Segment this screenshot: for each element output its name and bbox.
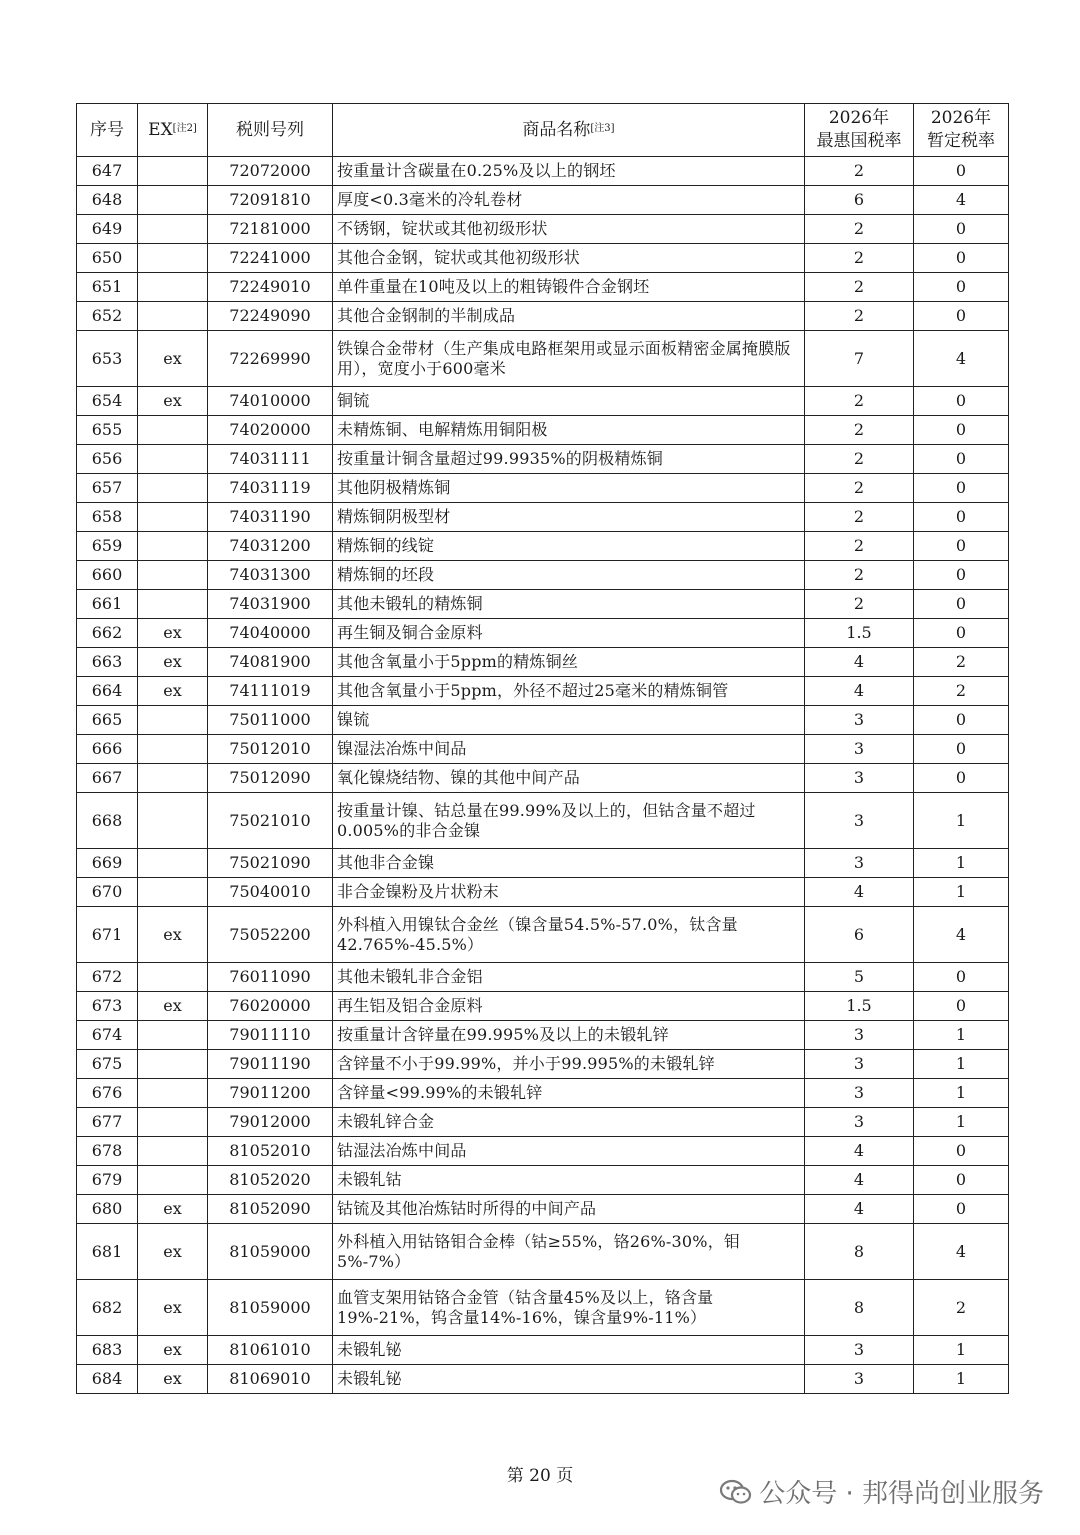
row-product-name: 按重量计含锌量在99.995%及以上的未锻轧锌 <box>333 1021 805 1050</box>
row-provisional-rate: 1 <box>914 793 1009 849</box>
row-product-name: 单件重量在10吨及以上的粗铸锻件合金钢坯 <box>333 273 805 302</box>
row-mfn-rate: 2 <box>805 244 914 273</box>
row-provisional-rate: 0 <box>914 1166 1009 1195</box>
row-product-name: 非合金镍粉及片状粉末 <box>333 878 805 907</box>
row-seq: 651 <box>77 273 138 302</box>
row-mfn-rate: 2 <box>805 302 914 331</box>
row-provisional-rate: 0 <box>914 963 1009 992</box>
row-seq: 654 <box>77 387 138 416</box>
row-provisional-rate: 0 <box>914 416 1009 445</box>
row-tariff-code: 76011090 <box>208 963 333 992</box>
row-mfn-rate: 4 <box>805 1166 914 1195</box>
row-mfn-rate: 2 <box>805 503 914 532</box>
row-provisional-rate: 0 <box>914 503 1009 532</box>
row-seq: 667 <box>77 764 138 793</box>
row-seq: 668 <box>77 793 138 849</box>
row-provisional-rate: 0 <box>914 735 1009 764</box>
row-mfn-rate: 2 <box>805 445 914 474</box>
row-provisional-rate: 4 <box>914 331 1009 387</box>
row-tariff-code: 74031900 <box>208 590 333 619</box>
row-provisional-rate: 0 <box>914 764 1009 793</box>
row-provisional-rate: 1 <box>914 1108 1009 1137</box>
row-product-name: 未锻轧铋 <box>333 1336 805 1365</box>
table-row <box>77 387 1009 416</box>
row-seq: 658 <box>77 503 138 532</box>
row-tariff-code: 81059000 <box>208 1280 333 1336</box>
row-tariff-code: 74031190 <box>208 503 333 532</box>
row-mfn-rate: 3 <box>805 793 914 849</box>
row-ex: ex <box>138 1280 208 1336</box>
row-product-name: 氧化镍烧结物、镍的其他中间产品 <box>333 764 805 793</box>
row-seq: 672 <box>77 963 138 992</box>
row-ex <box>138 157 208 186</box>
row-product-name: 未锻轧锌合金 <box>333 1108 805 1137</box>
row-product-name: 不锈钢，锭状或其他初级形状 <box>333 215 805 244</box>
row-tariff-code: 72091810 <box>208 186 333 215</box>
row-tariff-code: 79011110 <box>208 1021 333 1050</box>
row-provisional-rate: 0 <box>914 244 1009 273</box>
row-mfn-rate: 3 <box>805 706 914 735</box>
row-ex <box>138 503 208 532</box>
row-product-name: 按重量计镍、钴总量在99.99%及以上的，但钴含量不超过0.005%的非合金镍 <box>333 793 805 849</box>
row-seq: 675 <box>77 1050 138 1079</box>
row-seq: 653 <box>77 331 138 387</box>
row-seq: 684 <box>77 1365 138 1394</box>
row-mfn-rate: 3 <box>805 735 914 764</box>
row-seq: 649 <box>77 215 138 244</box>
row-provisional-rate: 4 <box>914 1224 1009 1280</box>
row-ex <box>138 416 208 445</box>
row-tariff-code: 81052020 <box>208 1166 333 1195</box>
row-mfn-rate: 1.5 <box>805 619 914 648</box>
row-provisional-rate: 1 <box>914 1050 1009 1079</box>
row-ex: ex <box>138 677 208 706</box>
header-ex: EX[注2] <box>138 104 208 157</box>
row-product-name: 镍湿法冶炼中间品 <box>333 735 805 764</box>
table-row <box>77 1280 1009 1336</box>
row-tariff-code: 74010000 <box>208 387 333 416</box>
row-mfn-rate: 2 <box>805 416 914 445</box>
header-code: 税则号列 <box>208 104 333 157</box>
row-provisional-rate: 1 <box>914 878 1009 907</box>
row-product-name: 精炼铜的线锭 <box>333 532 805 561</box>
row-tariff-code: 79012000 <box>208 1108 333 1137</box>
row-provisional-rate: 0 <box>914 619 1009 648</box>
row-seq: 661 <box>77 590 138 619</box>
table-row <box>77 244 1009 273</box>
table-row <box>77 963 1009 992</box>
row-ex <box>138 764 208 793</box>
row-product-name: 其他合金钢，锭状或其他初级形状 <box>333 244 805 273</box>
row-provisional-rate: 0 <box>914 1137 1009 1166</box>
table-row <box>77 992 1009 1021</box>
row-tariff-code: 75012090 <box>208 764 333 793</box>
row-ex <box>138 793 208 849</box>
table-row <box>77 302 1009 331</box>
row-tariff-code: 75040010 <box>208 878 333 907</box>
row-tariff-code: 81059000 <box>208 1224 333 1280</box>
row-mfn-rate: 3 <box>805 764 914 793</box>
row-provisional-rate: 0 <box>914 561 1009 590</box>
table-row <box>77 215 1009 244</box>
row-product-name: 未锻轧铋 <box>333 1365 805 1394</box>
table-row <box>77 331 1009 387</box>
row-tariff-code: 74031200 <box>208 532 333 561</box>
row-provisional-rate: 1 <box>914 1021 1009 1050</box>
table-row <box>77 1166 1009 1195</box>
watermark <box>719 1473 1044 1510</box>
row-provisional-rate: 0 <box>914 1195 1009 1224</box>
table-row <box>77 1079 1009 1108</box>
row-seq: 683 <box>77 1336 138 1365</box>
header-provisional-rate: 2026年 暂定税率 <box>914 104 1009 157</box>
row-provisional-rate: 0 <box>914 532 1009 561</box>
row-ex <box>138 215 208 244</box>
row-provisional-rate: 1 <box>914 1365 1009 1394</box>
row-provisional-rate: 0 <box>914 302 1009 331</box>
row-tariff-code: 74111019 <box>208 677 333 706</box>
row-mfn-rate: 1.5 <box>805 992 914 1021</box>
row-ex <box>138 186 208 215</box>
row-mfn-rate: 2 <box>805 590 914 619</box>
row-product-name: 其他含氧量小于5ppm，外径不超过25毫米的精炼铜管 <box>333 677 805 706</box>
row-product-name: 精炼铜的坯段 <box>333 561 805 590</box>
header-ex-note: [注2] <box>172 122 197 134</box>
header-row <box>77 104 1009 157</box>
row-product-name: 其他阴极精炼铜 <box>333 474 805 503</box>
row-mfn-rate: 4 <box>805 878 914 907</box>
row-product-name: 血管支架用钴铬合金管（钴含量45%及以上，铬含量19%-21%，钨含量14%-16%，镍含量9%-11%） <box>333 1280 805 1336</box>
row-provisional-rate: 0 <box>914 474 1009 503</box>
row-mfn-rate: 7 <box>805 331 914 387</box>
table-row <box>77 1021 1009 1050</box>
row-ex: ex <box>138 1365 208 1394</box>
row-ex <box>138 590 208 619</box>
row-seq: 681 <box>77 1224 138 1280</box>
row-tariff-code: 74031119 <box>208 474 333 503</box>
tariff-table <box>76 103 1009 1394</box>
row-mfn-rate: 4 <box>805 1137 914 1166</box>
row-tariff-code: 81069010 <box>208 1365 333 1394</box>
row-mfn-rate: 8 <box>805 1224 914 1280</box>
table-row <box>77 1137 1009 1166</box>
row-product-name: 含锌量<99.99%的未锻轧锌 <box>333 1079 805 1108</box>
table-row <box>77 474 1009 503</box>
row-seq: 674 <box>77 1021 138 1050</box>
row-seq: 680 <box>77 1195 138 1224</box>
row-seq: 677 <box>77 1108 138 1137</box>
row-product-name: 未精炼铜、电解精炼用铜阳极 <box>333 416 805 445</box>
table-row <box>77 1224 1009 1280</box>
row-provisional-rate: 1 <box>914 1079 1009 1108</box>
row-tariff-code: 81052090 <box>208 1195 333 1224</box>
row-mfn-rate: 2 <box>805 387 914 416</box>
row-ex: ex <box>138 1336 208 1365</box>
row-product-name: 未锻轧钴 <box>333 1166 805 1195</box>
row-provisional-rate: 0 <box>914 215 1009 244</box>
table-row <box>77 1336 1009 1365</box>
header-name-note: [注3] <box>590 122 615 134</box>
row-mfn-rate: 6 <box>805 907 914 963</box>
row-seq: 656 <box>77 445 138 474</box>
row-product-name: 其他含氧量小于5ppm的精炼铜丝 <box>333 648 805 677</box>
row-mfn-rate: 8 <box>805 1280 914 1336</box>
table-row <box>77 590 1009 619</box>
row-mfn-rate: 3 <box>805 1108 914 1137</box>
row-seq: 664 <box>77 677 138 706</box>
table-row <box>77 157 1009 186</box>
row-ex <box>138 1021 208 1050</box>
row-seq: 665 <box>77 706 138 735</box>
header-mfn-rate: 2026年 最惠国税率 <box>805 104 914 157</box>
row-seq: 647 <box>77 157 138 186</box>
table-row <box>77 907 1009 963</box>
row-mfn-rate: 3 <box>805 1021 914 1050</box>
row-seq: 662 <box>77 619 138 648</box>
row-product-name: 再生铝及铝合金原料 <box>333 992 805 1021</box>
row-mfn-rate: 2 <box>805 532 914 561</box>
row-ex <box>138 1079 208 1108</box>
row-product-name: 镍锍 <box>333 706 805 735</box>
row-provisional-rate: 0 <box>914 590 1009 619</box>
table-row <box>77 532 1009 561</box>
row-seq: 655 <box>77 416 138 445</box>
row-product-name: 按重量计含碳量在0.25%及以上的钢坯 <box>333 157 805 186</box>
row-provisional-rate: 0 <box>914 992 1009 1021</box>
table-row <box>77 793 1009 849</box>
row-provisional-rate: 0 <box>914 273 1009 302</box>
row-seq: 659 <box>77 532 138 561</box>
table-row <box>77 764 1009 793</box>
row-ex <box>138 302 208 331</box>
row-ex <box>138 706 208 735</box>
row-mfn-rate: 6 <box>805 186 914 215</box>
row-tariff-code: 74031300 <box>208 561 333 590</box>
row-seq: 652 <box>77 302 138 331</box>
row-provisional-rate: 1 <box>914 1336 1009 1365</box>
row-seq: 676 <box>77 1079 138 1108</box>
row-seq: 660 <box>77 561 138 590</box>
row-provisional-rate: 2 <box>914 677 1009 706</box>
table-row <box>77 445 1009 474</box>
row-ex <box>138 273 208 302</box>
row-product-name: 含锌量不小于99.99%，并小于99.995%的未锻轧锌 <box>333 1050 805 1079</box>
row-provisional-rate: 2 <box>914 648 1009 677</box>
row-ex <box>138 1050 208 1079</box>
row-product-name: 其他未锻轧非合金铝 <box>333 963 805 992</box>
row-ex: ex <box>138 619 208 648</box>
row-mfn-rate: 2 <box>805 561 914 590</box>
row-seq: 663 <box>77 648 138 677</box>
row-seq: 669 <box>77 849 138 878</box>
table-row <box>77 1365 1009 1394</box>
table-row <box>77 503 1009 532</box>
table-row <box>77 1108 1009 1137</box>
row-tariff-code: 74020000 <box>208 416 333 445</box>
row-tariff-code: 75052200 <box>208 907 333 963</box>
row-product-name: 其他合金钢制的半制成品 <box>333 302 805 331</box>
row-mfn-rate: 4 <box>805 648 914 677</box>
row-mfn-rate: 2 <box>805 474 914 503</box>
row-tariff-code: 79011190 <box>208 1050 333 1079</box>
row-ex <box>138 445 208 474</box>
table-row <box>77 706 1009 735</box>
table-row <box>77 849 1009 878</box>
row-tariff-code: 72249010 <box>208 273 333 302</box>
row-ex: ex <box>138 1195 208 1224</box>
table-row <box>77 186 1009 215</box>
row-provisional-rate: 0 <box>914 706 1009 735</box>
row-provisional-rate: 2 <box>914 1280 1009 1336</box>
row-provisional-rate: 0 <box>914 387 1009 416</box>
row-ex <box>138 561 208 590</box>
row-product-name: 钴湿法冶炼中间品 <box>333 1137 805 1166</box>
row-tariff-code: 75021090 <box>208 849 333 878</box>
row-product-name: 其他未锻轧的精炼铜 <box>333 590 805 619</box>
table-row <box>77 648 1009 677</box>
row-ex <box>138 878 208 907</box>
row-seq: 650 <box>77 244 138 273</box>
row-mfn-rate: 3 <box>805 849 914 878</box>
row-mfn-rate: 2 <box>805 273 914 302</box>
table-row <box>77 561 1009 590</box>
row-product-name: 铜锍 <box>333 387 805 416</box>
row-seq: 657 <box>77 474 138 503</box>
row-product-name: 厚度<0.3毫米的冷轧卷材 <box>333 186 805 215</box>
row-seq: 673 <box>77 992 138 1021</box>
row-ex <box>138 474 208 503</box>
row-seq: 682 <box>77 1280 138 1336</box>
row-tariff-code: 72269990 <box>208 331 333 387</box>
row-ex <box>138 735 208 764</box>
watermark-text: 公众号 · 邦得尚创业服务 <box>759 1479 1044 1509</box>
row-ex <box>138 1108 208 1137</box>
row-mfn-rate: 2 <box>805 157 914 186</box>
row-mfn-rate: 4 <box>805 677 914 706</box>
row-seq: 666 <box>77 735 138 764</box>
row-ex: ex <box>138 1224 208 1280</box>
row-product-name: 外科植入用镍钛合金丝（镍含量54.5%-57.0%，钛含量42.765%-45.5%） <box>333 907 805 963</box>
row-ex <box>138 1137 208 1166</box>
row-tariff-code: 79011200 <box>208 1079 333 1108</box>
row-tariff-code: 75021010 <box>208 793 333 849</box>
row-tariff-code: 74040000 <box>208 619 333 648</box>
row-product-name: 钴锍及其他冶炼钴时所得的中间产品 <box>333 1195 805 1224</box>
row-tariff-code: 72072000 <box>208 157 333 186</box>
row-tariff-code: 81061010 <box>208 1336 333 1365</box>
header-name: 商品名称[注3] <box>333 104 805 157</box>
row-seq: 670 <box>77 878 138 907</box>
row-provisional-rate: 4 <box>914 186 1009 215</box>
table-row <box>77 735 1009 764</box>
row-ex <box>138 532 208 561</box>
row-provisional-rate: 0 <box>914 157 1009 186</box>
row-seq: 679 <box>77 1166 138 1195</box>
table-row <box>77 878 1009 907</box>
row-ex: ex <box>138 387 208 416</box>
header-seq: 序号 <box>77 104 138 157</box>
row-product-name: 再生铜及铜合金原料 <box>333 619 805 648</box>
row-seq: 678 <box>77 1137 138 1166</box>
row-provisional-rate: 1 <box>914 849 1009 878</box>
row-ex <box>138 244 208 273</box>
row-ex: ex <box>138 331 208 387</box>
row-provisional-rate: 0 <box>914 445 1009 474</box>
row-seq: 671 <box>77 907 138 963</box>
table-row <box>77 416 1009 445</box>
row-product-name: 精炼铜阴极型材 <box>333 503 805 532</box>
row-ex <box>138 963 208 992</box>
row-mfn-rate: 2 <box>805 215 914 244</box>
row-tariff-code: 74081900 <box>208 648 333 677</box>
row-mfn-rate: 3 <box>805 1079 914 1108</box>
row-tariff-code: 75011000 <box>208 706 333 735</box>
row-product-name: 铁镍合金带材（生产集成电路框架用或显示面板精密金属掩膜版用），宽度小于600毫米 <box>333 331 805 387</box>
row-product-name: 外科植入用钴铬钼合金棒（钴≥55%，铬26%-30%，钼5%-7%） <box>333 1224 805 1280</box>
row-ex <box>138 1166 208 1195</box>
row-ex: ex <box>138 992 208 1021</box>
table-row <box>77 1050 1009 1079</box>
row-ex: ex <box>138 648 208 677</box>
row-tariff-code: 72241000 <box>208 244 333 273</box>
row-ex: ex <box>138 907 208 963</box>
row-mfn-rate: 4 <box>805 1195 914 1224</box>
table-row <box>77 619 1009 648</box>
table-row <box>77 273 1009 302</box>
row-mfn-rate: 5 <box>805 963 914 992</box>
row-tariff-code: 72249090 <box>208 302 333 331</box>
page-number: 第 20 页 <box>506 1466 574 1486</box>
table-row <box>77 677 1009 706</box>
row-mfn-rate: 3 <box>805 1336 914 1365</box>
wechat-icon <box>719 1478 753 1506</box>
row-tariff-code: 72181000 <box>208 215 333 244</box>
row-mfn-rate: 3 <box>805 1050 914 1079</box>
row-mfn-rate: 3 <box>805 1365 914 1394</box>
row-seq: 648 <box>77 186 138 215</box>
row-provisional-rate: 4 <box>914 907 1009 963</box>
row-product-name: 其他非合金镍 <box>333 849 805 878</box>
row-tariff-code: 81052010 <box>208 1137 333 1166</box>
row-product-name: 按重量计铜含量超过99.9935%的阴极精炼铜 <box>333 445 805 474</box>
row-tariff-code: 76020000 <box>208 992 333 1021</box>
row-tariff-code: 75012010 <box>208 735 333 764</box>
row-ex <box>138 849 208 878</box>
table-row <box>77 1195 1009 1224</box>
row-tariff-code: 74031111 <box>208 445 333 474</box>
